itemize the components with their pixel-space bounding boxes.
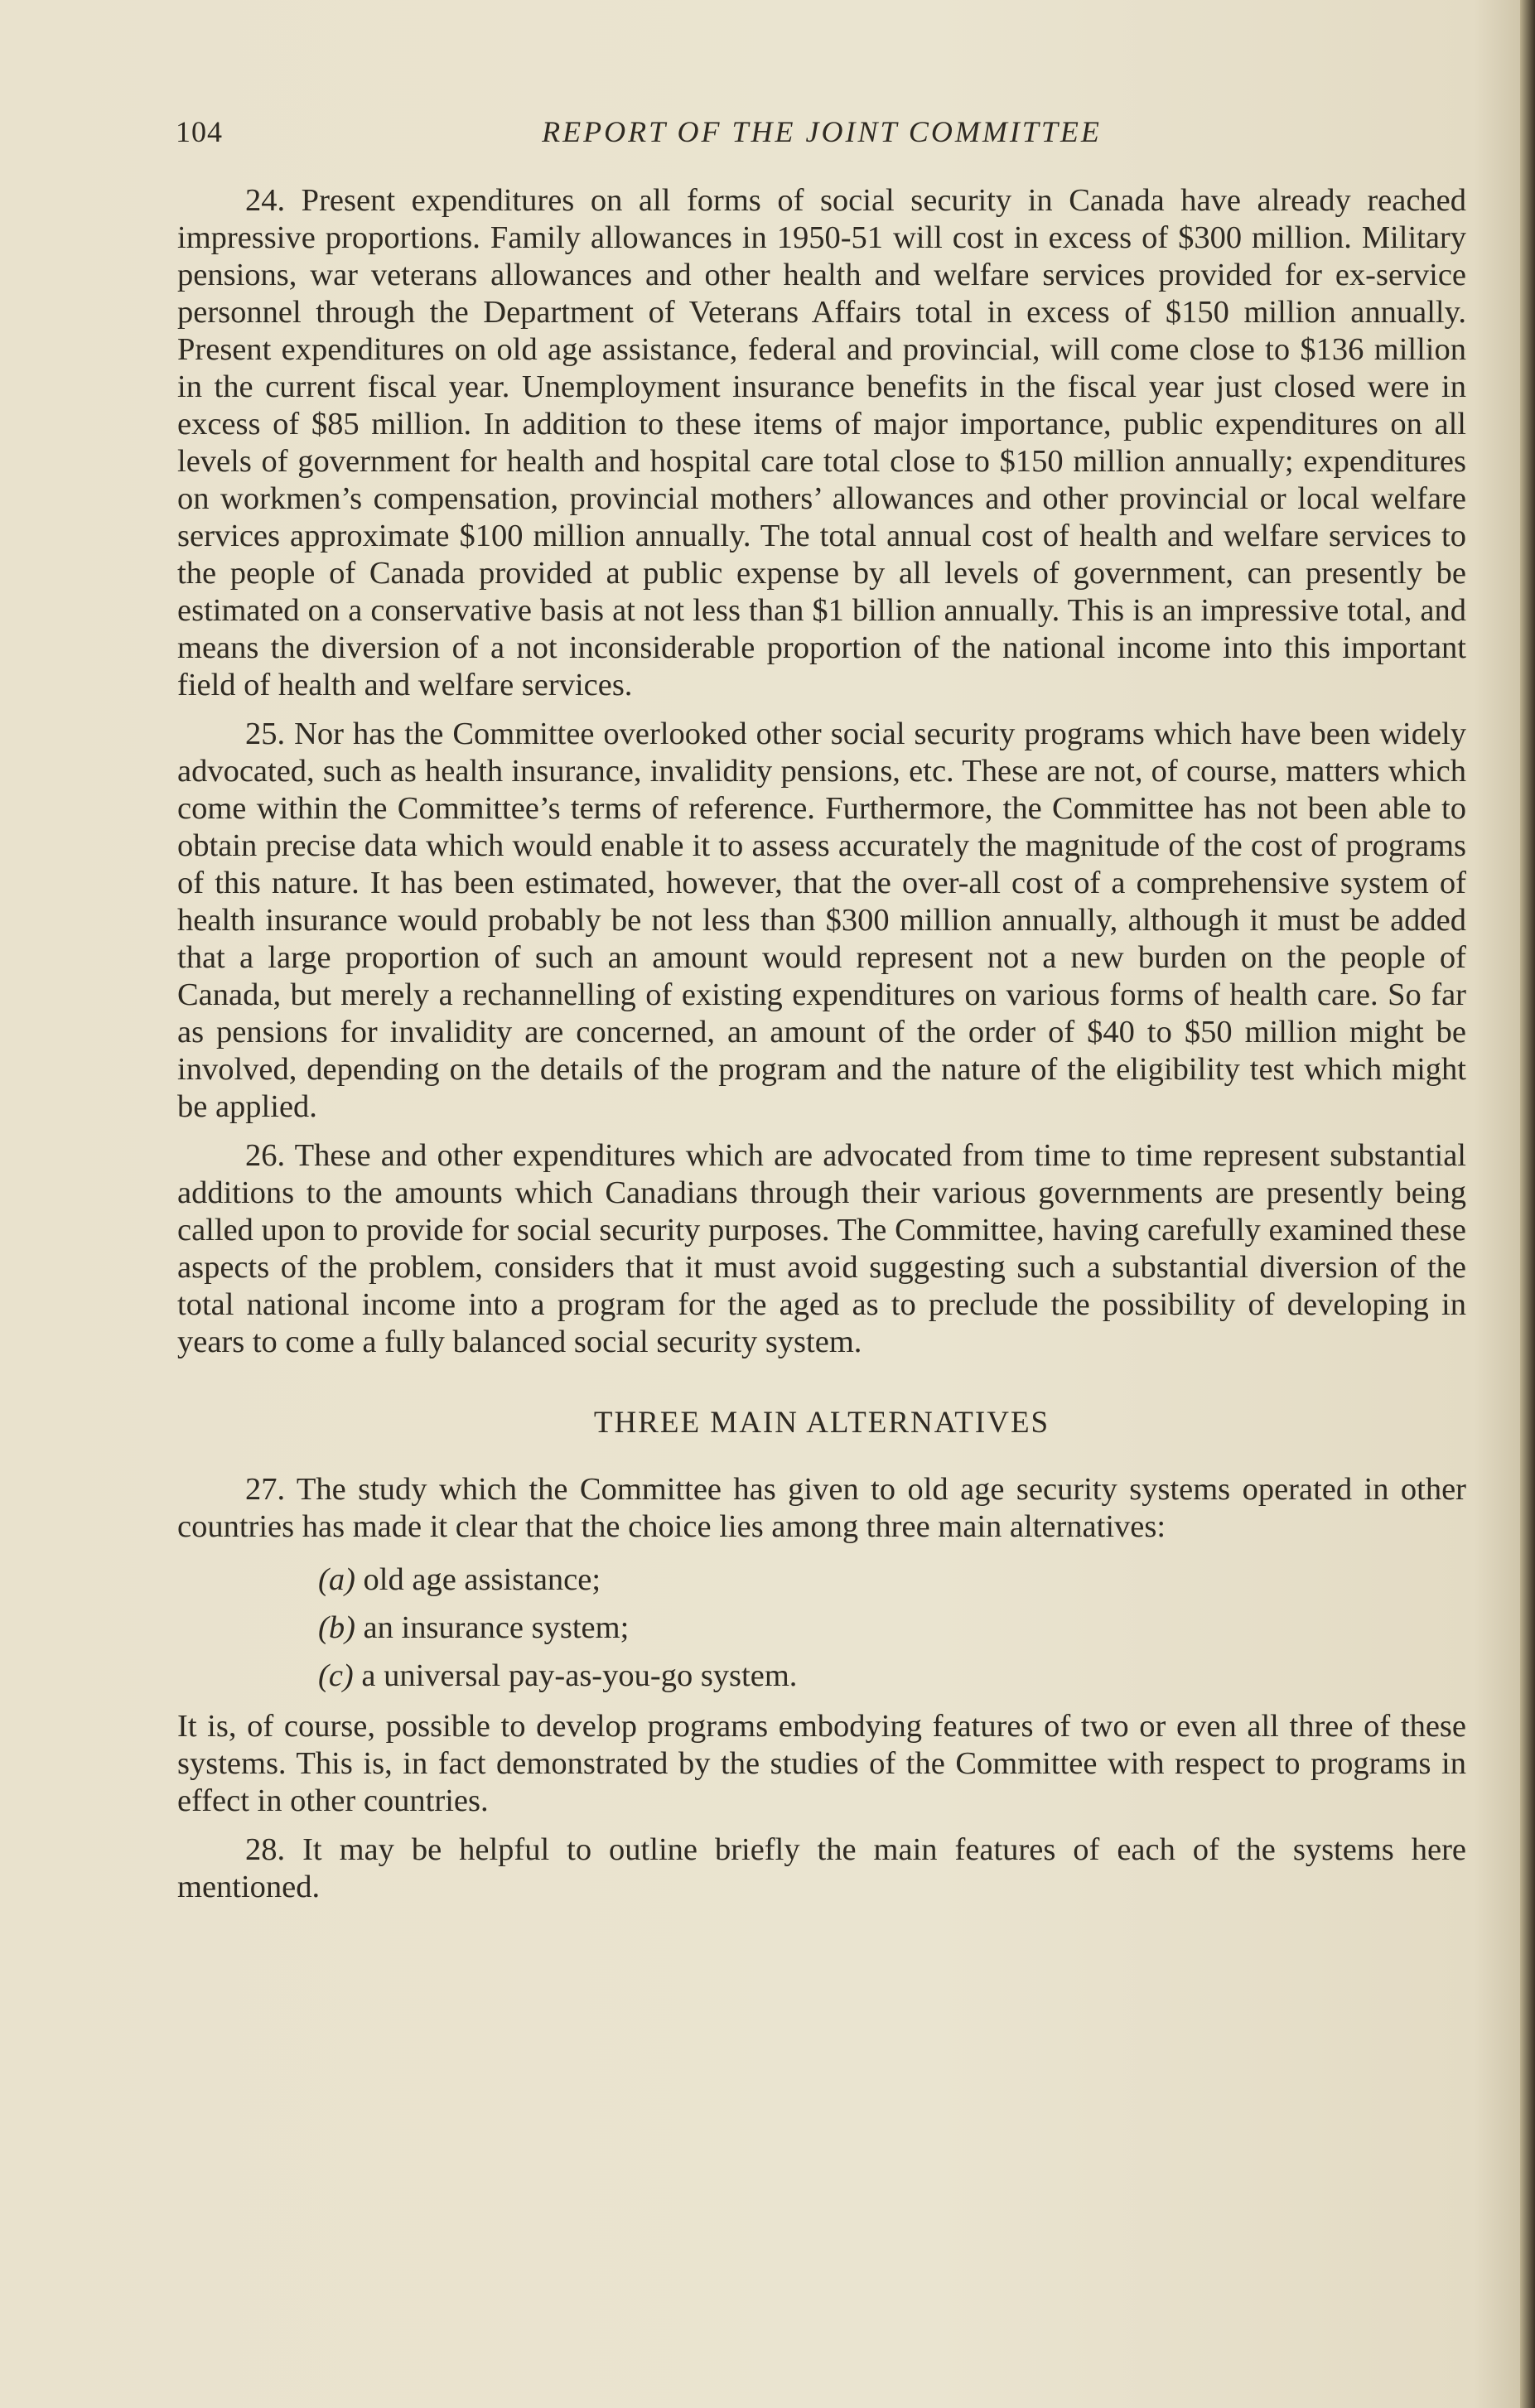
running-title: REPORT OF THE JOINT COMMITTEE (542, 115, 1102, 148)
paragraph-26: 26. These and other expenditures which are advocated from time to time represent substantial additions to the amounts which Canadians through their various governments are presently being called upon to provide for social security purposes. The Committee, having carefully examined these aspects of the problem, considers that it must avoid suggesting such a substantial diversion of the total national income into a program for the aged as to preclude the possibility of developing in years to come a fully balanced social security system. (177, 1138, 1466, 1359)
alternative-c (177, 1652, 1466, 1700)
paragraph-25: 25. Nor has the Committee overlooked other social security programs which have been widely advocated, such as health insurance, invalidity pensions, etc. These are not, of course, matters which come within the Committee’s terms of reference. Furthermore, the Committee has not been able to obtain precise data which would enable it to assess accurately the magnitude of the cost of programs of this nature. It has been estimated, however, that the over-all cost of a comprehensive system of health insurance would probably be not less than $300 million annually, although it must be added that a large proportion of such an amount would represent not a new burden on the people of Canada, but merely a rechannelling of existing expenditures on various forms of health care. So far as pensions for invalidity are concerned, an amount of the order of $40 to $50 million might be involved, depending on the details of the program and the nature of the eligibility test which might be applied. (177, 717, 1466, 1124)
page-number: 104 (176, 115, 223, 148)
page-body (177, 182, 1466, 1906)
alternative-text: old age assistance; (363, 1562, 601, 1597)
section-heading: THREE MAIN ALTERNATIVES (593, 1406, 1050, 1440)
alternative-b (177, 1604, 1466, 1652)
page-header (176, 114, 1468, 156)
alternative-letter: (a) (318, 1562, 355, 1597)
alternative-letter: (b) (318, 1610, 355, 1645)
alternative-text: a universal pay-as-you-go system. (361, 1658, 798, 1693)
paragraph-28: 28. It may be helpful to outline briefly the main features of each of the systems here mentioned. (177, 1832, 1466, 1904)
alternative-letter: (c) (318, 1658, 354, 1693)
alternative-a (177, 1556, 1466, 1604)
paragraph-24: 24. Present expenditures on all forms of social security in Canada have already reached impressive proportions. Family allowances in 1950-51 will cost in excess of $300 million. Military pensions, war veterans allowances and other health and welfare services provided for ex-service personnel through the Department of Veterans Affairs total in excess of $150 million annually. Present expenditures on old age assistance, federal and provincial, will come close to $136 million in the current fiscal year. Unemployment insurance benefits in the fiscal year just closed were in excess of $85 million. In addition to these items of major importance, public expenditures on all levels of government for health and hospital care total close to $150 million annually; expenditures on workmen’s compensation, provincial mothers’ allowances and other provincial or local welfare services approximate $100 million annually. The total annual cost of health and welfare services to the people of Canada provided at public expense by all levels of government, can presently be estimated on a conservative basis at not less than $1 billion annually. This is an impressive total, and means the diversion of a not inconsiderable proportion of the national income into this important field of health and welfare services. (177, 183, 1466, 702)
paragraph-27-continuation: It is, of course, possible to develop programs embodying features of two or even all three of these systems. This is, in fact demonstrated by the studies of the Committee with respect to programs in effect in other countries. (177, 1709, 1466, 1818)
paragraph-27-intro: 27. The study which the Committee has given to old age security systems operated in other countries has made it clear that the choice lies among three main alternatives: (177, 1472, 1466, 1544)
alternative-text: an insurance system; (363, 1610, 630, 1645)
book-spine-shadow (1520, 0, 1535, 2408)
alternatives-list (177, 1556, 1466, 1700)
